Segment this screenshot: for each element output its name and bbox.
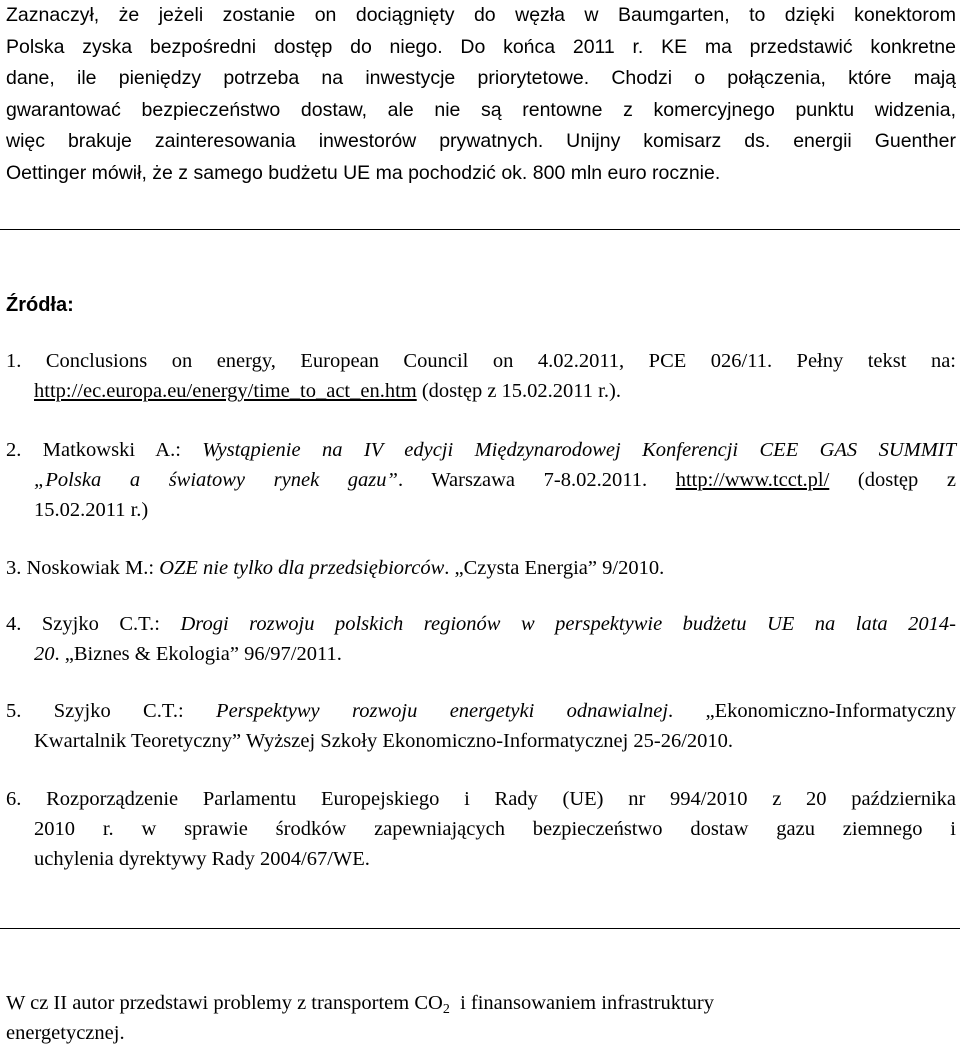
footer-text: i finansowaniem infrastruktury (449, 992, 714, 1014)
reference-line: Kwartalnik Teoretyczny” Wyższej Szkoły Ekonomiczno-Informatycznej 25-26/2010. (34, 730, 734, 752)
reference-title: „Polska a światowy rynek gazu” (34, 469, 398, 491)
reference-journal: . „Biznes & Ekologia” 96/97/2011. (54, 643, 342, 665)
reference-line (6, 639, 956, 669)
intro-line: dane, ile pieniędzy potrzeba na inwestycje priorytetowe. Chodzi o połączenia, które mają (6, 67, 956, 89)
section-divider (0, 928, 960, 929)
reference-line (6, 376, 956, 406)
reference-link[interactable]: http://www.tcct.pl/ (675, 469, 830, 491)
footer-line: energetycznej. (6, 1022, 125, 1044)
footer-text: W cz II autor przedstawi problemy z transportem CO (6, 992, 443, 1014)
subscript-two: 2 (442, 1002, 450, 1017)
footer-line (6, 988, 956, 1018)
intro-line: Polska zyska bezpośredni dostęp do niego. Do końca 2011 r. KE ma przedstawić konkretne (6, 35, 956, 58)
reference-line (6, 696, 956, 726)
reference-line: 15.02.2011 r.) (34, 499, 149, 521)
reference-access-date: (dostęp z 15.02.2011 r.). (416, 380, 621, 402)
intro-line: gwarantować bezpieczeństwo dostaw, ale nie są rentowne z komercyjnego punktu widzenia, (6, 98, 956, 121)
reference-line: 1. Conclusions on energy, European Council on 4.02.2011, PCE 026/11. Pełny tekst na: (6, 350, 956, 372)
reference-item-2 (6, 435, 956, 525)
reference-access-date: (dostęp z (829, 469, 956, 491)
reference-title: OZE nie tylko dla przedsiębiorców (159, 557, 445, 579)
reference-line: 2010 r. w sprawie środków zapewniających bezpieczeństwo dostaw gazu ziemnego i (34, 818, 956, 840)
footer-note (6, 988, 956, 1048)
reference-line (6, 435, 956, 465)
intro-line: więc brakuje zainteresowania inwestorów prywatnych. Unijny komisarz ds. energii Guenther (6, 130, 956, 152)
reference-title: Perspektywy rozwoju energetyki odnawialnej (216, 700, 669, 722)
reference-item-5 (6, 696, 956, 756)
reference-title: 20 (34, 643, 55, 665)
reference-author: 4. Szyjko C.T.: (6, 613, 181, 635)
sources-heading: Źródła: (6, 294, 74, 316)
reference-line: uchylenia dyrektywy Rady 2004/67/WE. (34, 848, 370, 870)
reference-author: 5. Szyjko C.T.: (6, 700, 217, 722)
reference-item-4 (6, 609, 956, 669)
reference-line (6, 553, 956, 583)
intro-line: Zaznaczył, że jeżeli zostanie on dociągnięty do węzła w Baumgarten, to dzięki konektorom (6, 4, 956, 26)
reference-line: 6. Rozporządzenie Parlamentu Europejskiego i Rady (UE) nr 994/2010 z 20 października (6, 788, 956, 810)
reference-item-3 (6, 553, 956, 583)
reference-author: 2. Matkowski A.: (6, 439, 203, 461)
intro-paragraph (6, 0, 956, 189)
reference-journal: . „Czysta Energia” 9/2010. (444, 557, 665, 579)
reference-place-date: . Warszawa 7-8.02.2011. (397, 469, 676, 491)
reference-author: 3. Noskowiak M.: (6, 557, 160, 579)
reference-title: Drogi rozwoju polskich regionów w perspektywie budżetu UE na lata 2014- (180, 613, 956, 635)
reference-title: Wystąpienie na IV edycji Międzynarodowej Konferencji CEE GAS SUMMIT (202, 439, 957, 461)
reference-line (6, 609, 956, 639)
intro-line: Oettinger mówił, że z samego budżetu UE ma pochodzić ok. 800 mln euro rocznie. (6, 161, 721, 184)
reference-item-6 (6, 784, 956, 874)
section-divider (0, 229, 960, 230)
reference-item-1 (6, 346, 956, 406)
reference-line (6, 465, 956, 495)
reference-journal: . „Ekonomiczno-Informatyczny (668, 700, 956, 722)
reference-link[interactable]: http://ec.europa.eu/energy/time_to_act_en.htm (34, 380, 417, 402)
